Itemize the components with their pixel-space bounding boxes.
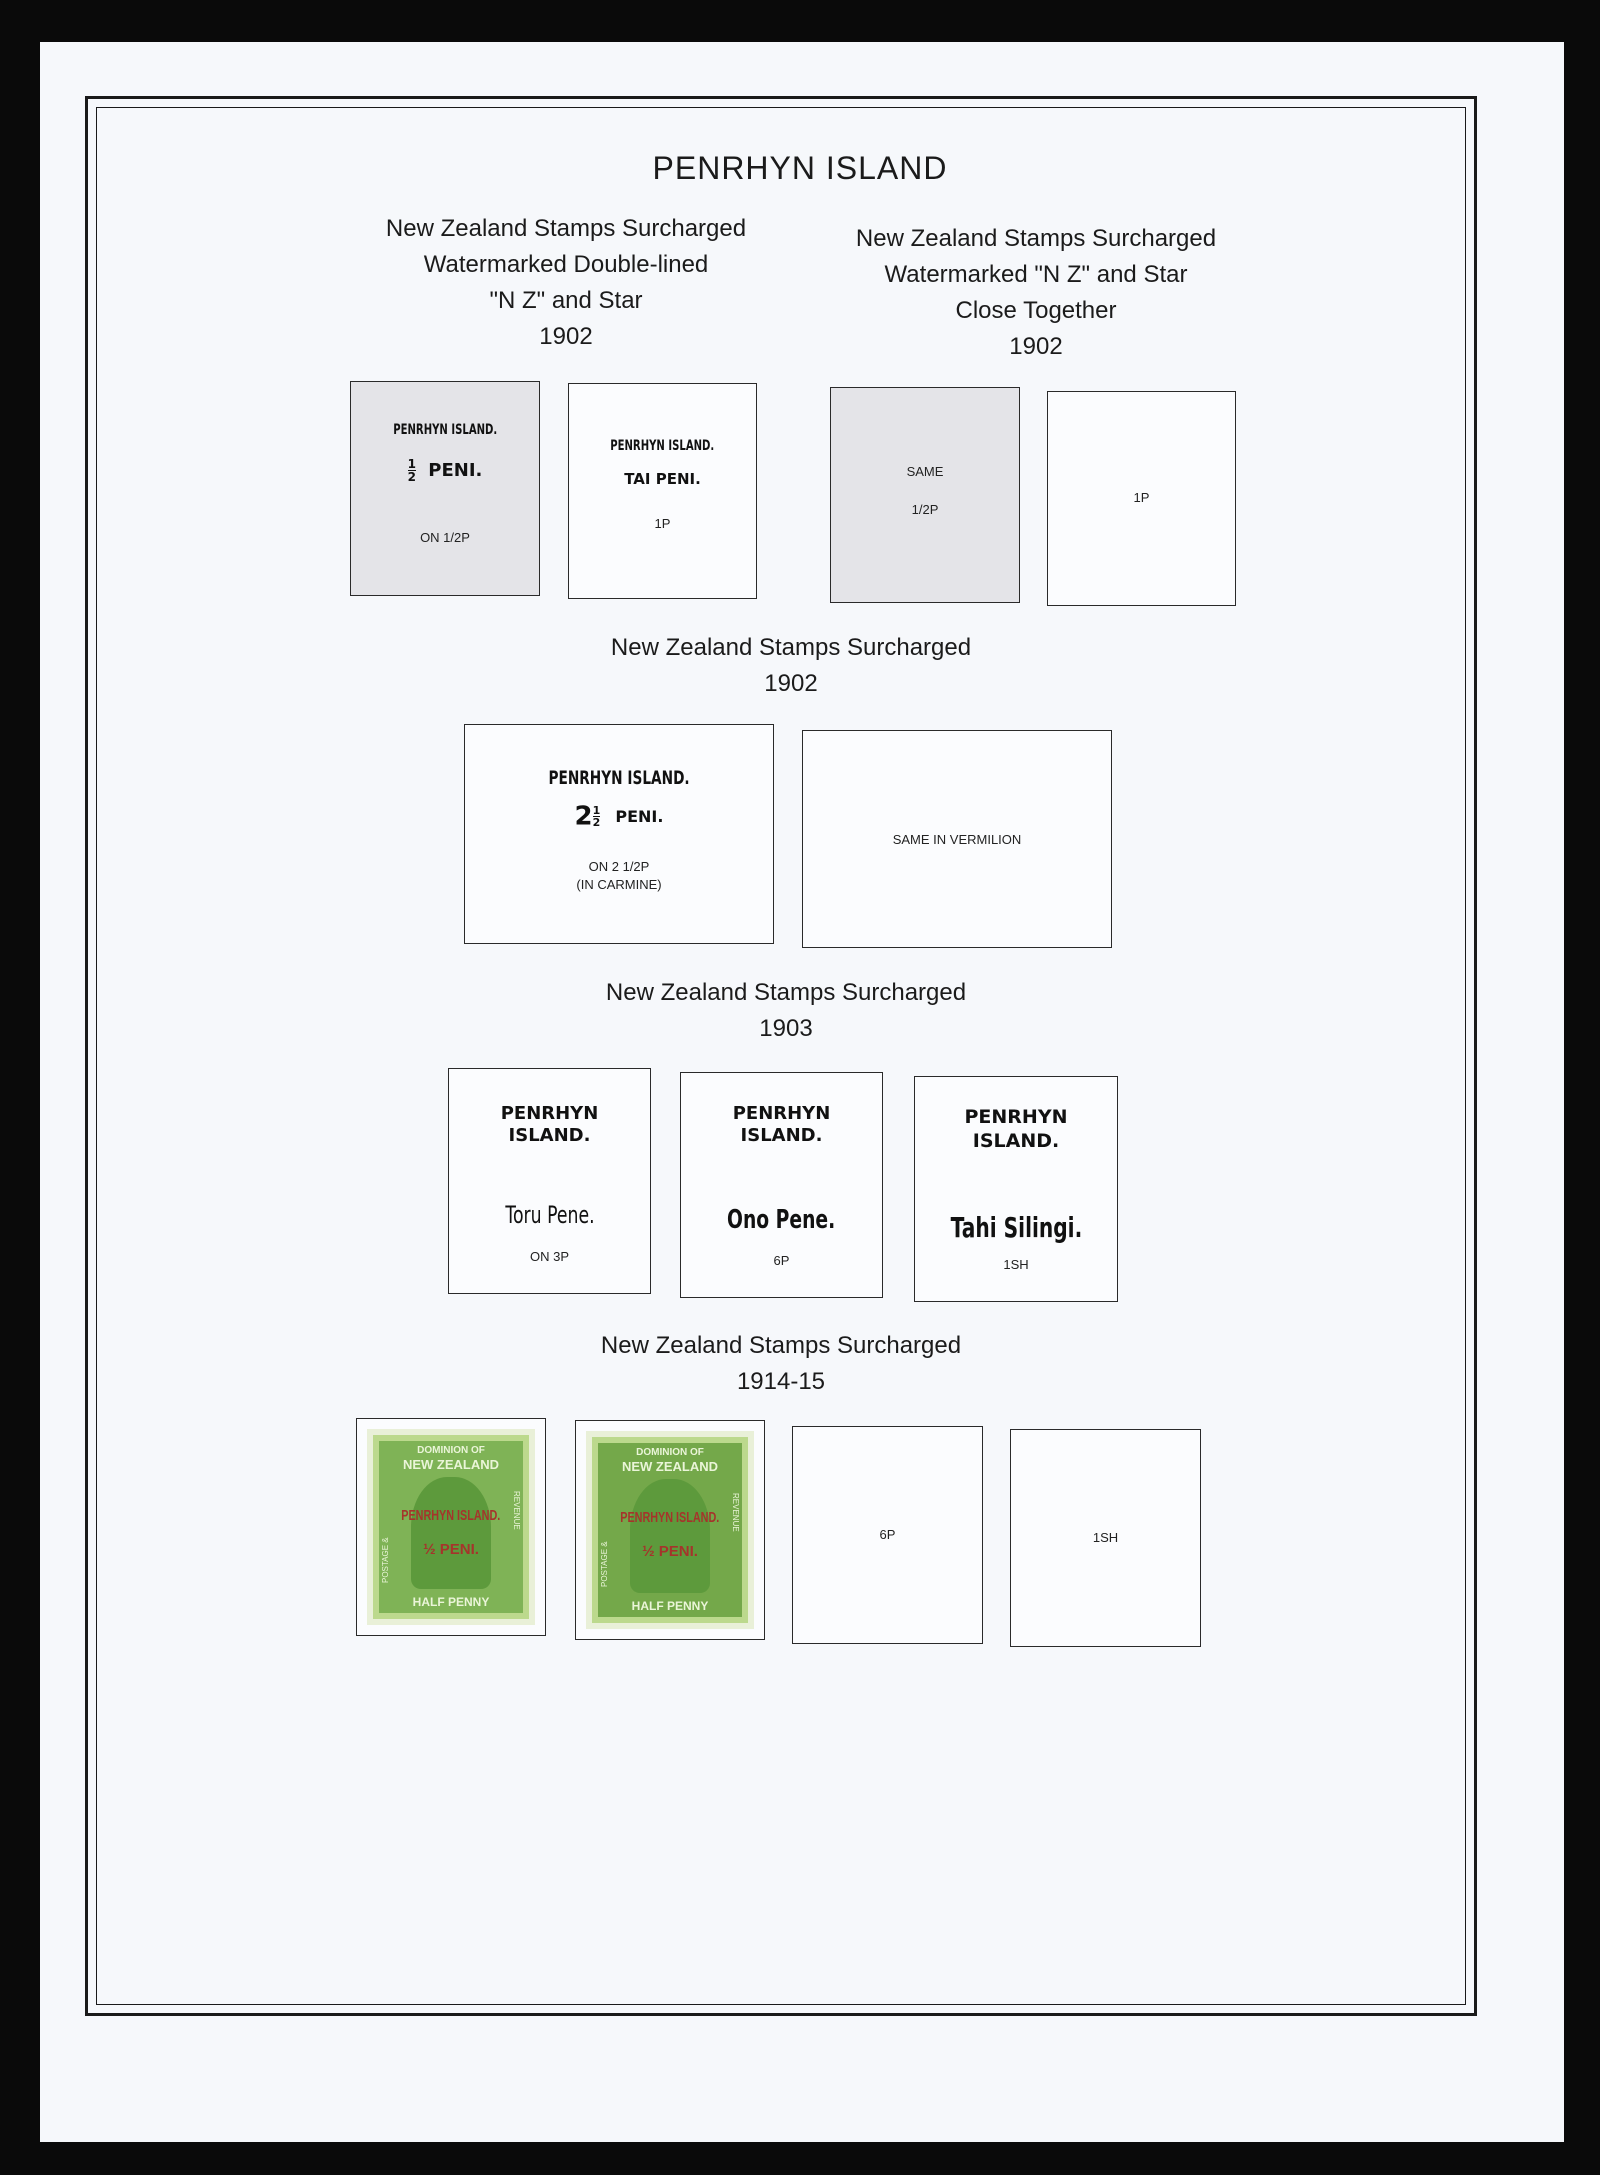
stamp-space-6p: 6P <box>792 1426 983 1644</box>
page-border <box>85 96 1477 2016</box>
page-title: PENRHYN ISLAND <box>652 150 948 186</box>
stamp-space-tai-peni: PENRHYN ISLAND. TAI PENI. 1P <box>568 383 757 599</box>
stamp-space-1914-half-b <box>575 1420 765 1640</box>
overprint: ½ PENI. <box>642 1543 698 1560</box>
overprint: PENRHYN ISLAND. <box>401 1507 501 1524</box>
stamp-space-1sh: 1SH <box>1010 1429 1201 1647</box>
section-heading-5: New Zealand Stamps Surcharged 1914-15 <box>600 1332 962 1395</box>
stamp-image: DOMINION OF NEW ZEALAND POSTAGE & REVENUE PENRHYN ISLAND. ½ PENI. HALF PENNY <box>586 1431 754 1629</box>
stamp-space-1914-half-a <box>356 1418 546 1636</box>
overprint: ½ PENI. <box>423 1541 479 1558</box>
stamp-space-label: ON 1/2P <box>420 530 470 545</box>
stamp-space-half-peni: PENRHYN ISLAND. $\frac{1}{2}$ PENI. ON 1/2P <box>350 381 540 596</box>
page-border-inner <box>96 107 1466 2005</box>
section-heading-1: New Zealand Stamps Surcharged Watermarked Double-lined "N Z" and Star 1902 <box>385 215 747 350</box>
stamp-image: DOMINION OF NEW ZEALAND POSTAGE & REVENUE PENRHYN ISLAND. ½ PENI. HALF PENNY <box>367 1429 535 1625</box>
stamp-space-same-half: SAME 1/2P <box>830 387 1020 603</box>
king-portrait <box>630 1479 710 1593</box>
stamp-space-2half-peni: PENRHYN ISLAND. 2 $\frac{1}{2}$ PENI. ON 2 1/2P (IN CARMINE) <box>464 724 774 944</box>
section-heading-4: New Zealand Stamps Surcharged 1903 <box>605 979 967 1042</box>
section-heading-3: New Zealand Stamps Surcharged 1902 <box>610 634 972 697</box>
section-heading-2: New Zealand Stamps Surcharged Watermarked "N Z" and Star Close Together 1902 <box>855 225 1217 360</box>
king-portrait <box>411 1477 491 1589</box>
stamp-space-1p: 1P <box>1047 391 1236 606</box>
stamp-space-toru-pene: PENRHYN ISLAND. Toru Pene. ON 3P <box>448 1068 651 1294</box>
stamp-space-label: 1P <box>654 516 671 531</box>
stamp-space-ono-pene: PENRHYN ISLAND. Ono Pene. 6P <box>680 1072 883 1298</box>
overprint: PENRHYN ISLAND. <box>620 1509 720 1526</box>
stamp-space-tahi-silingi: PENRHYN ISLAND. Tahi Silingi. 1SH <box>914 1076 1118 1302</box>
stamp-space-vermilion: SAME IN VERMILION <box>802 730 1112 948</box>
